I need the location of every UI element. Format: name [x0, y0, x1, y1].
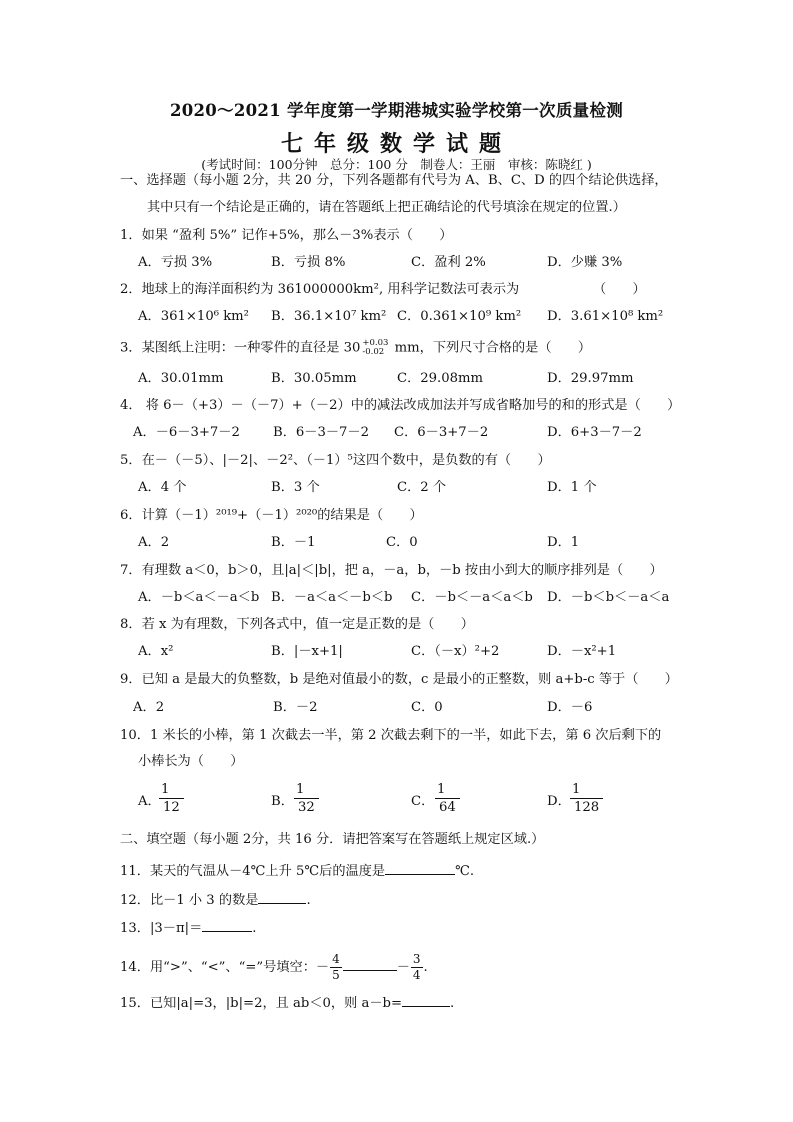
q14-answer-blank[interactable]: [343, 956, 397, 971]
exam-title: 2020～2021 学年度第一学期港城实验学校第一次质量检测: [169, 101, 624, 120]
q11-text: 11．某天的气温从－4℃上升 5℃后的温度是: [120, 864, 386, 879]
q7-option-d: D．－b＜b＜－a＜a: [547, 590, 670, 605]
q3-option-d: D．29.97mm: [547, 371, 634, 386]
q1-option-a: A．亏损 3%: [138, 255, 213, 270]
section1-instructions: 其中只有一个结论是正确的，请在答题纸上把正确结论的代号填涂在规定的位置.）: [147, 200, 626, 215]
exam-subtitle: 七年级数学试题: [280, 131, 512, 157]
q6-option-d: D．1: [547, 535, 580, 550]
q1-option-b: B．亏损 8%: [271, 255, 346, 270]
question-1-stem: 1．如果 “盈利 5%” 记作+5%，那么－3%表示（ ）: [120, 228, 453, 243]
question-15: [120, 992, 454, 1013]
q2-option-d: D．3.61×10⁸ km²: [547, 309, 664, 324]
q5-option-a: A．4 个: [138, 480, 187, 495]
question-2-stem: 2．地球上的海洋面积约为 361000000km², 用科学记数法可表示为: [120, 282, 520, 297]
section1-heading: 一、选择题（每小题 2分，共 20 分，下列各题都有代号为 A、B、C、D 的四个结论供选择，: [120, 173, 668, 188]
q7-option-a: A．－b＜a＜－a＜b: [138, 590, 260, 605]
q6-option-a: A．2: [138, 535, 170, 550]
q10-c-denominator: 64: [439, 800, 456, 815]
q8-option-a: A．x²: [138, 644, 174, 659]
q10-option-a-label: A．: [138, 794, 161, 809]
q15-end: .: [450, 996, 455, 1011]
q14-end: .: [423, 960, 428, 975]
exam-info: (考试时间：100分钟 总分：100 分 制卷人：王丽 审核：陈晓红 ): [201, 157, 592, 172]
q3-tolerance-upper: +0.03: [362, 338, 389, 348]
q3-option-a: A．30.01mm: [138, 371, 224, 386]
q11-answer-blank[interactable]: [385, 860, 455, 875]
q6-option-b: B．－1: [271, 535, 316, 550]
q14-num-2: 3: [412, 952, 421, 966]
q2-answer-paren: （ ）: [593, 282, 646, 297]
q3-tolerance-lower: -0.02: [362, 347, 385, 357]
q5-option-b: B．3 个: [271, 480, 320, 495]
q3-option-b: B．30.05mm: [271, 371, 357, 386]
q10-option-d-label: D．: [547, 794, 571, 809]
q3-tolerance: [362, 339, 388, 357]
q14-fraction-1: [330, 952, 342, 983]
q4-option-a: A．－6－3+7－2: [133, 425, 240, 440]
q13-end: .: [252, 921, 257, 936]
q4-option-c: C．6－3+7－2: [394, 425, 489, 440]
question-6-stem: 6．计算（－1）²⁰¹⁹+（－1）²⁰²⁰的结果是（ ）: [120, 508, 423, 523]
q10-option-d-fraction: [572, 781, 601, 816]
q14-minus: －: [396, 960, 410, 975]
q3-stem-start: 3．某图纸上注明：一种零件的直径是 30: [120, 340, 361, 356]
q10-option-c-label: C．: [411, 794, 435, 809]
q2-option-c: C．0.361×10⁹ km²: [397, 309, 522, 324]
question-10-stem-cont: 小棒长为（ ）: [138, 754, 244, 769]
q14-fraction-2: [411, 952, 423, 983]
q9-option-c: C．0: [411, 700, 443, 715]
q8-option-d: D．－x²+1: [547, 644, 617, 659]
q13-answer-blank[interactable]: [202, 917, 252, 932]
question-11: [120, 860, 474, 881]
q12-text: 12．比－1 小 3 的数是: [120, 893, 259, 908]
q13-text: 13．|3－π|＝: [120, 921, 203, 936]
q10-d-denominator: 128: [574, 800, 600, 815]
q7-option-b: B．－a＜a＜－b＜b: [271, 590, 393, 605]
q2-option-a: A．361×10⁶ km²: [138, 309, 249, 324]
question-5-stem: 5．在－（－5）、|－2|、－2²、（－1）⁵这四个数中，是负数的有（ ）: [120, 453, 551, 468]
question-7-stem: 7．有理数 a＜0，b＞0，且|a|＜|b|，把 a，－a，b，－b 按由小到大的顺序排列是（ ）: [120, 563, 663, 578]
question-9-stem: 9．已知 a 是最大的负整数，b 是绝对值最小的数，c 是最小的正整数，则 a+b-c 等于（ ）: [120, 672, 678, 687]
question-4-stem: 4． 将 6－（+3）－（－7）+（－2）中的减法改成加法并写成省略加号的和的形式是（ ）: [120, 398, 681, 413]
q15-text: 15．已知|a|=3，|b|=2，且 ab＜0，则 a－b=: [120, 996, 403, 1011]
q10-d-numerator: 1: [570, 781, 603, 799]
q1-option-d: D．少赚 3%: [547, 255, 623, 270]
q3-option-c: C．29.08mm: [397, 371, 484, 386]
q11-unit: ℃.: [455, 864, 475, 879]
q10-a-denominator: 12: [163, 800, 180, 815]
question-3-stem: [120, 339, 591, 358]
question-12: [120, 889, 311, 910]
q10-option-c-fraction: [437, 781, 458, 816]
q10-a-numerator: 1: [159, 781, 184, 799]
q5-option-d: D．1 个: [547, 480, 597, 495]
q10-b-numerator: 1: [294, 781, 319, 799]
q14-den-2: 4: [412, 968, 421, 982]
question-10-stem: 10．1 米长的小棒，第 1 次截去一半，第 2 次截去剩下的一半，如此下去，第 6 次后剩下的: [120, 728, 662, 743]
section2-heading: 二、填空题（每小题 2分，共 16 分．请把答案写在答题纸上规定区域.）: [120, 832, 545, 847]
question-8-stem: 8．若 x 为有理数，下列各式中，值一定是正数的是（ ）: [120, 617, 474, 632]
q6-option-c: C．0: [386, 535, 418, 550]
q14-num-1: 4: [332, 952, 340, 966]
q4-option-d: D．6+3－7－2: [547, 425, 642, 440]
q8-option-c: C．（－x）²+2: [411, 644, 500, 659]
question-14: [120, 952, 428, 983]
q1-option-c: C．盈利 2%: [411, 255, 486, 270]
q10-option-b-label: B．: [271, 794, 294, 809]
q10-option-a-fraction: [161, 781, 182, 816]
q14-text: 14．用“>”、“<”、“=”号填空：－: [120, 960, 330, 975]
q5-option-c: C．2 个: [397, 480, 447, 495]
question-13: [120, 917, 257, 938]
q2-option-b: B．36.1×10⁷ km²: [271, 309, 387, 324]
q10-option-b-fraction: [296, 781, 317, 816]
q9-option-a: A．2: [133, 700, 165, 715]
q8-option-b: B．|－x+1|: [271, 644, 343, 659]
q10-c-numerator: 1: [435, 781, 460, 799]
q15-answer-blank[interactable]: [402, 992, 450, 1007]
q12-end: .: [306, 893, 311, 908]
q10-b-denominator: 32: [298, 800, 315, 815]
q3-stem-end: mm，下列尺寸合格的是（ ）: [390, 340, 592, 356]
q7-option-c: C．－b＜－a＜a＜b: [411, 590, 533, 605]
q4-option-b: B．6－3－7－2: [273, 425, 370, 440]
q9-option-d: D．－6: [547, 700, 593, 715]
q14-den-1: 5: [332, 968, 340, 982]
q12-answer-blank[interactable]: [258, 889, 306, 904]
q9-option-b: B．－2: [273, 700, 318, 715]
